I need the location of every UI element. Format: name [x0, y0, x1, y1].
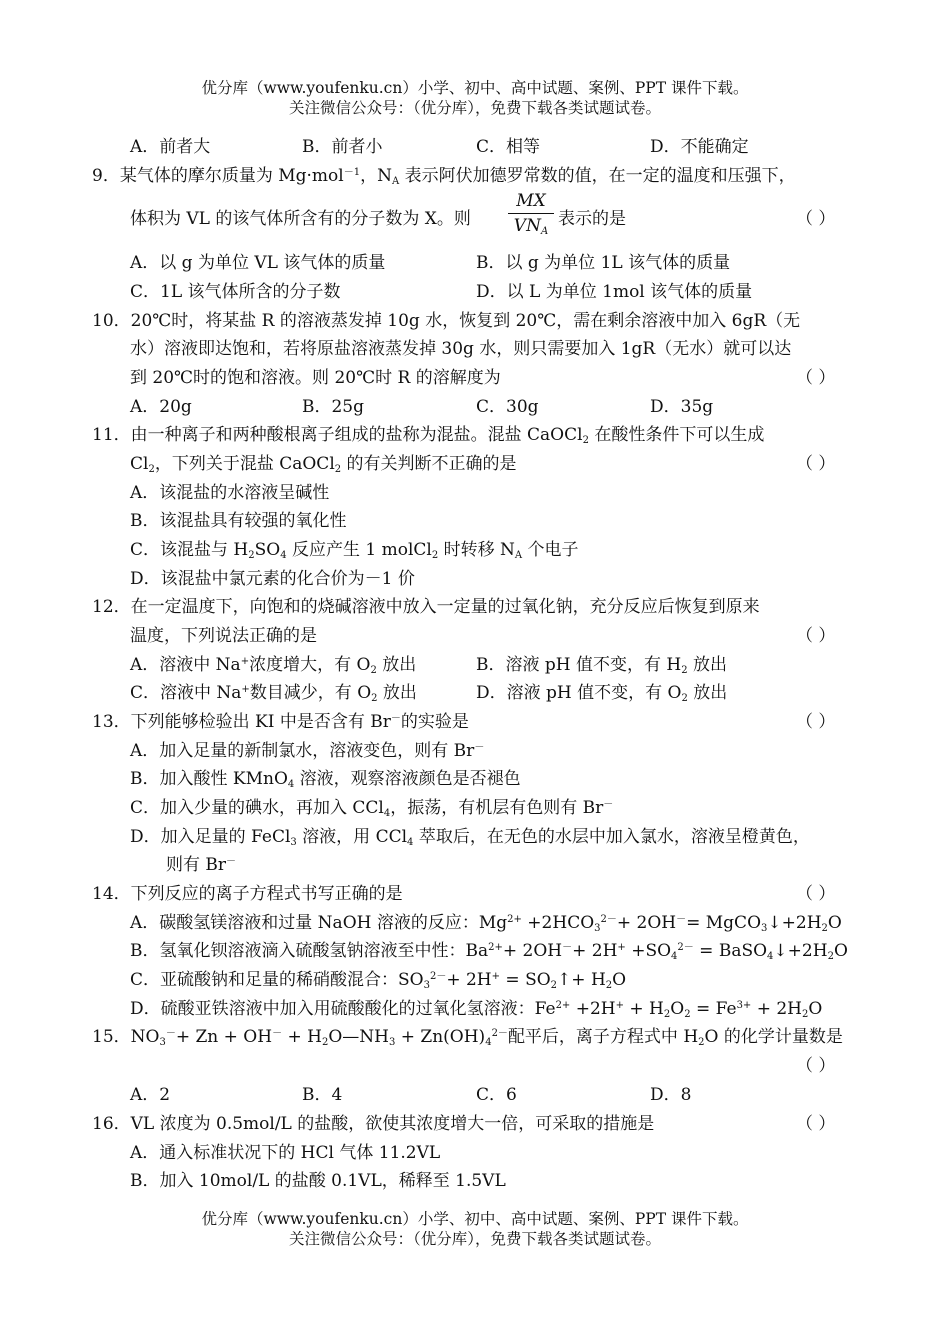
q10-option-b: B．25g	[302, 397, 365, 417]
q12-stem-line-2: 温度，下列说法正确的是	[130, 626, 317, 646]
q12-option-d: D．溶液 pH 值不变，有 $O_2$ 放出	[476, 683, 728, 704]
q10-stem-line-1: 10．20℃时，将某盐 R 的溶液蒸发掉 10g 水，恢复到 20℃，需在剩余溶液中加入 6gR（无	[92, 311, 801, 331]
footer-line-1: 优分库（www.youfenku.cn）小学、初中、高中试题、案例、PPT 课件下载。	[201, 1210, 749, 1228]
q12-option-c: C．溶液中 Na+数目减少，有 $O_2$ 放出	[130, 683, 417, 704]
q13-answer-paren: （ ）	[796, 712, 836, 732]
q11-option-c: C．该混盐与 $H_2SO_4$ 反应产生 1 molCl$_2$ 时转移 $N_A$ 个电子	[130, 540, 579, 561]
q16-answer-paren: （ ）	[796, 1114, 836, 1134]
q11-stem-line-2: $Cl_2$，下列关于混盐 CaOCl$_2$ 的有关判断不正确的是	[130, 454, 517, 475]
q15-option-b: B．4	[302, 1085, 343, 1105]
q9-stem-line-1: 9．某气体的摩尔质量为 Mg·mol$^{-1}$，$N_A$ 表示阿伏加德罗常数的值，在一定的温度和压强下，	[92, 166, 796, 187]
q8-option-d: D．不能确定	[650, 137, 749, 157]
q11-answer-paren: （ ）	[796, 454, 836, 474]
q14-answer-paren: （ ）	[796, 884, 836, 904]
q10-answer-paren: （ ）	[796, 368, 836, 388]
q9-option-c: C．1L 该气体所含的分子数	[130, 282, 341, 302]
q13-option-a: A．加入足量的新制氯水，溶液变色，则有 Br－	[130, 741, 485, 761]
q16-stem: 16．VL 浓度为 0.5mol/L 的盐酸，欲使其浓度增大一倍，可采取的措施是	[92, 1114, 655, 1134]
q9-option-a: A．以 g 为单位 VL 该气体的质量	[130, 253, 386, 273]
q13-stem: 13．下列能够检验出 KI 中是否含有 Br－的实验是	[92, 712, 469, 732]
q11-option-a: A．该混盐的水溶液呈碱性	[130, 483, 330, 503]
q12-option-a: A．溶液中 Na+浓度增大，有 $O_2$ 放出	[130, 655, 417, 676]
q14-option-a: A．碳酸氢镁溶液和过量 NaOH 溶液的反应：$Mg^{2+} +2HCO_3^{2-}+ 2OH^-=$ $MgCO_3↓+2H_2O$	[130, 913, 842, 934]
q16-option-b: B．加入 10mol/L 的盐酸 0.1VL，稀释至 1.5VL	[130, 1171, 506, 1191]
q15-option-c: C．6	[476, 1085, 517, 1105]
q16-option-a: A．通入标准状况下的 HCl 气体 11.2VL	[130, 1143, 441, 1163]
q12-stem-line-1: 12．在一定温度下，向饱和的烧碱溶液中放入一定量的过氧化钠，充分反应后恢复到原来	[92, 597, 760, 617]
q12-option-b: B．溶液 pH 值不变，有 $H_2$ 放出	[476, 655, 728, 676]
q12-answer-paren: （ ）	[796, 626, 836, 646]
q8-option-c: C．相等	[476, 137, 541, 157]
q9-option-d: D．以 L 为单位 1mol 该气体的质量	[476, 282, 753, 302]
q14-option-b: B．氢氧化钡溶液滴入硫酸氢钠溶液至中性：$Ba^{2+}+ 2OH^-+ 2H^+ +SO_4^{2-}$ = $BaSO_4↓+2H_2O$	[130, 941, 848, 962]
q8-option-a: A．前者大	[130, 137, 211, 157]
q15-option-d: D．8	[650, 1085, 692, 1105]
q10-stem-line-3: 到 20℃时的饱和溶液。则 20℃时 R 的溶解度为	[130, 368, 501, 388]
q11-option-d: D．该混盐中氯元素的化合价为－1 价	[130, 569, 415, 589]
q10-option-c: C．30g	[476, 397, 539, 417]
q10-stem-line-2: 水）溶液即达饱和，若将原盐溶液蒸发掉 30g 水，则只需要加入 1gR（无水）就可以达	[130, 339, 792, 359]
q9-option-b: B．以 g 为单位 1L 该气体的质量	[476, 253, 731, 273]
q8-option-b: B．前者小	[302, 137, 383, 157]
q14-stem: 14．下列反应的离子方程式书写正确的是	[92, 884, 403, 904]
q11-stem-line-1: 11．由一种离子和两种酸根离子组成的盐称为混盐。混盐 CaOCl$_2$ 在酸性条件下可以生成	[92, 425, 765, 446]
q13-option-b: B．加入酸性 KMnO$_4$ 溶液，观察溶液颜色是否褪色	[130, 769, 521, 790]
q14-option-c: C．亚硫酸钠和足量的稀硝酸混合：$SO_3^{2-}+ 2H^+$ = $SO_2↑+ H_2O$	[130, 970, 627, 991]
q13-option-c: C．加入少量的碘水，再加入 CCl$_4$，振荡，有机层有色则有 Br－	[130, 798, 614, 819]
q14-option-d: D．硫酸亚铁溶液中加入用硫酸酸化的过氧化氢溶液：$Fe^{2+} +2H^+ + H_2O_2 = Fe^{3+} + 2H_2O$	[130, 999, 823, 1020]
q9-stem-line-2-end: 表示的是	[558, 209, 626, 229]
q9-fraction: MX $VN_A$	[508, 190, 554, 237]
q15-answer-paren: （ ）	[796, 1056, 836, 1076]
q10-option-a: A．20g	[130, 397, 192, 417]
q13-option-d-line-2: 则有 Br－	[166, 855, 237, 875]
header-line-2: 关注微信公众号：（优分库），免费下载各类试题试卷。	[288, 99, 661, 117]
q9-stem-line-2: 体积为 VL 的该气体所含有的分子数为 X。则	[130, 209, 471, 229]
q13-option-d-line-1: D．加入足量的 FeCl$_3$ 溶液，用 CCl$_4$ 萃取后，在无色的水层中加入氯水，溶液呈橙黄色，	[130, 827, 810, 848]
q9-answer-paren: （ ）	[796, 209, 836, 229]
footer-line-2: 关注微信公众号：（优分库），免费下载各类试题试卷。	[288, 1230, 661, 1248]
header-line-1: 优分库（www.youfenku.cn）小学、初中、高中试题、案例、PPT 课件下载。	[201, 79, 749, 97]
q15-option-a: A．2	[130, 1085, 171, 1105]
q15-stem: 15．$NO_3^-+ Zn + OH^-$ + $H_2O—NH_3 + Zn(OH)_4^{2-}$配平后，离子方程式中 $H_2O$ 的化学计量数是	[92, 1027, 843, 1048]
q10-option-d: D．35g	[650, 397, 714, 417]
q11-option-b: B．该混盐具有较强的氧化性	[130, 511, 347, 531]
